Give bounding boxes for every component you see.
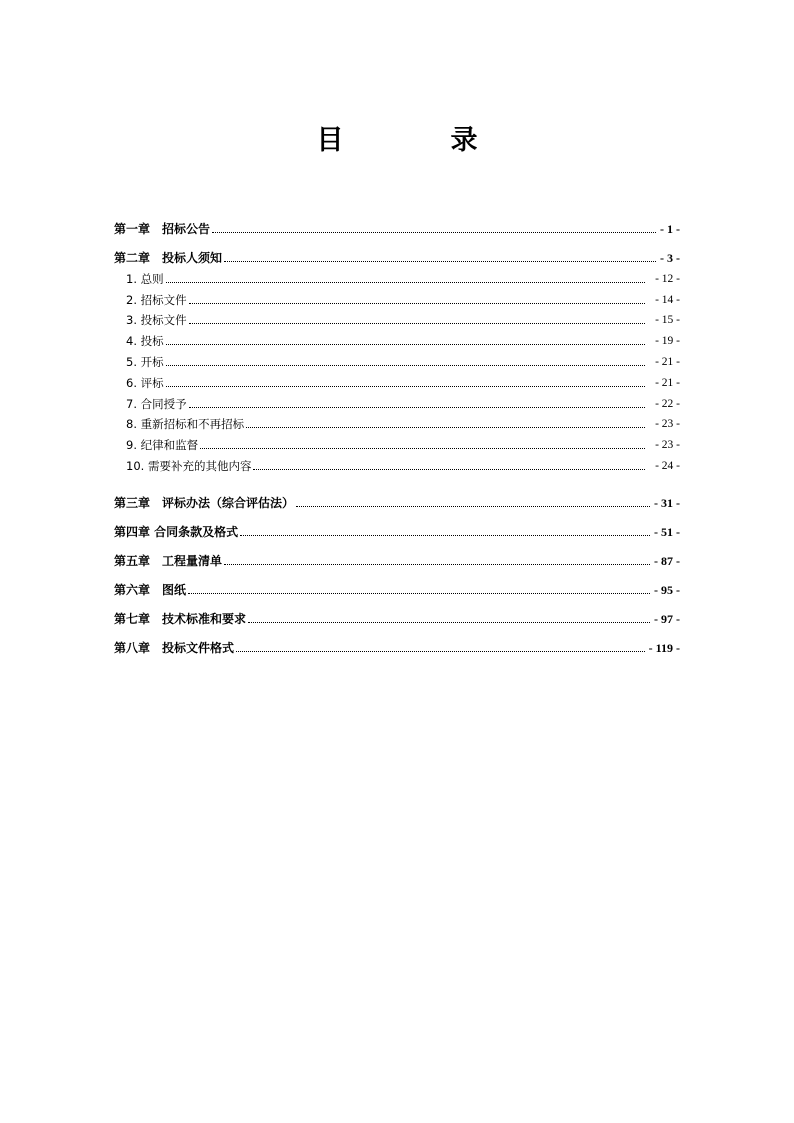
toc-section-label: 1. 总则 (126, 271, 164, 286)
dot-leader (188, 592, 650, 594)
dot-leader (166, 343, 645, 345)
toc-section-8[interactable] (114, 412, 680, 433)
toc-chapter-6[interactable] (114, 569, 680, 598)
toc-chapter-label: 第六章 图纸 (114, 582, 187, 597)
toc-page-number: - 51 - (654, 524, 680, 539)
dot-leader (248, 621, 650, 623)
dot-leader (189, 322, 645, 324)
toc-page-number: - 23 - (655, 418, 680, 431)
toc-section-7[interactable] (114, 391, 680, 412)
toc-chapter-2[interactable] (114, 237, 680, 266)
toc-page-number: - 15 - (655, 314, 680, 327)
dot-leader (224, 563, 650, 565)
toc-section-label: 7. 合同授予 (126, 396, 187, 411)
toc-chapter-1[interactable] (114, 208, 680, 237)
toc-page-number: - 87 - (654, 553, 680, 568)
toc-section-4[interactable] (114, 328, 680, 349)
toc-chapter-label: 第四章 合同条款及格式 (114, 524, 239, 539)
toc-chapter-label: 第八章 投标文件格式 (114, 640, 235, 655)
toc-section-label: 8. 重新招标和不再招标 (126, 417, 245, 432)
table-of-contents (114, 208, 680, 656)
dot-leader (189, 406, 645, 408)
toc-section-label: 10. 需要补充的其他内容 (126, 458, 252, 473)
toc-section-label: 5. 开标 (126, 354, 164, 369)
toc-page-number: - 119 - (648, 640, 680, 655)
toc-page-number: - 12 - (655, 272, 680, 285)
dot-leader (166, 385, 645, 387)
dot-leader (296, 505, 650, 507)
toc-page-number: - 22 - (655, 397, 680, 410)
dot-leader (212, 231, 656, 233)
toc-chapter-label: 第二章 投标人须知 (114, 251, 223, 265)
toc-chapter-4[interactable] (114, 511, 680, 540)
toc-page-number: - 19 - (655, 335, 680, 348)
toc-page-number: - 24 - (655, 459, 680, 472)
toc-page-number: - 97 - (654, 611, 680, 626)
toc-title: 目 录 (316, 125, 518, 156)
toc-chapter-3[interactable] (114, 482, 680, 511)
toc-section-5[interactable] (114, 349, 680, 370)
toc-section-label: 4. 投标 (126, 334, 164, 349)
toc-chapter-5[interactable] (114, 540, 680, 569)
dot-leader (189, 302, 645, 304)
toc-page-number: - 31 - (654, 495, 680, 510)
toc-chapter-7[interactable] (114, 598, 680, 627)
dot-leader (246, 426, 645, 428)
dot-leader (253, 468, 645, 470)
toc-chapter-label: 第七章 技术标准和要求 (114, 611, 247, 626)
dot-leader (200, 447, 645, 449)
toc-page-number: - 23 - (655, 439, 680, 452)
toc-section-label: 3. 投标文件 (126, 313, 187, 328)
toc-section-2[interactable] (114, 287, 680, 308)
toc-chapter-label: 第一章 招标公告 (114, 222, 211, 236)
toc-section-label: 9. 纪律和监督 (126, 438, 199, 453)
dot-leader (236, 650, 645, 652)
toc-section-1[interactable] (114, 266, 680, 287)
toc-section-label: 2. 招标文件 (126, 292, 187, 307)
toc-section-3[interactable] (114, 308, 680, 329)
toc-section-10[interactable] (114, 453, 680, 474)
toc-page-number: - 21 - (655, 355, 680, 368)
dot-leader (240, 534, 650, 536)
dot-leader (166, 364, 645, 366)
dot-leader (166, 281, 645, 283)
dot-leader (224, 260, 656, 262)
toc-page-number: - 21 - (655, 376, 680, 389)
toc-page-number: - 95 - (654, 582, 680, 597)
toc-page-number: - 14 - (655, 293, 680, 306)
toc-page-number: - 3 - (660, 251, 680, 265)
toc-chapter-label: 第三章 评标办法（综合评估法） (114, 495, 295, 510)
toc-chapter-8[interactable] (114, 627, 680, 656)
toc-page-number: - 1 - (660, 222, 680, 236)
toc-section-9[interactable] (114, 432, 680, 453)
toc-chapter-label: 第五章 工程量清单 (114, 553, 223, 568)
toc-section-6[interactable] (114, 370, 680, 391)
toc-section-label: 6. 评标 (126, 375, 164, 390)
